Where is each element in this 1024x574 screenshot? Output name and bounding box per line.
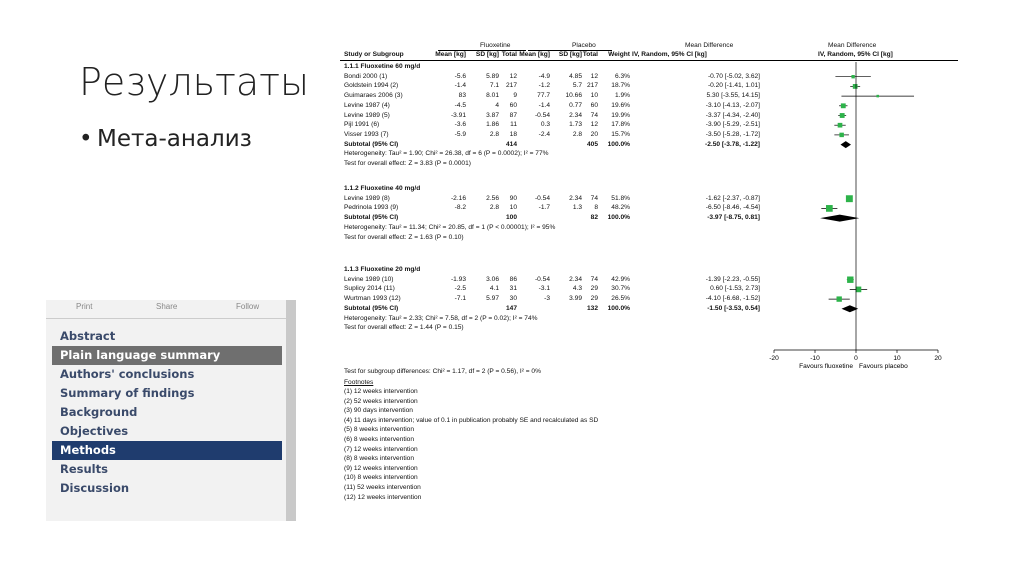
footnote: (5) 8 weeks intervention — [344, 426, 415, 434]
overall-effect-text: Test for overall effect: Z = 1.44 (P = 0.15) — [344, 324, 464, 332]
footnotes-title: Footnotes — [344, 379, 374, 386]
plac-sd: 1.73 — [569, 121, 582, 129]
plac-mean: -0.54 — [534, 194, 550, 202]
col-fluox-total: Total — [501, 51, 517, 58]
subtotal-diamond — [841, 141, 851, 148]
study-name: Wurtman 1993 (12) — [344, 295, 401, 303]
plac-sd: 2.34 — [569, 275, 582, 283]
footnote: (9) 12 weeks intervention — [344, 464, 418, 472]
study-marker — [826, 205, 833, 212]
fluox-mean: -8.2 — [454, 204, 466, 212]
subtotal-fluox-total: 147 — [505, 304, 517, 312]
plac-sd: 2.34 — [569, 194, 582, 202]
subtotal-ci-text: -2.50 [-3.78, -1.22] — [705, 140, 760, 148]
footnote: (4) 11 days intervention; value of 0.1 in publication probably SE and recalculated as SD — [344, 416, 599, 424]
plac-mean: -1.2 — [538, 82, 550, 90]
overall-effect-text: Test for overall effect: Z = 3.83 (P = 0.0001) — [344, 160, 471, 167]
fluox-total: 30 — [509, 295, 517, 303]
fluox-sd: 4.1 — [489, 285, 499, 293]
slide-title: Результаты — [79, 60, 310, 104]
fluox-sd: 2.56 — [486, 194, 499, 202]
fluox-sd: 2.8 — [489, 130, 499, 138]
subtotal-fluox-total: 100 — [505, 214, 517, 222]
footnote: (3) 90 days intervention — [344, 407, 413, 415]
fluox-total: 11 — [510, 121, 517, 129]
subtotal-label: Subtotal (95% CI) — [344, 140, 399, 148]
plac-total: 12 — [590, 121, 598, 129]
study-name: Levine 1989 (5) — [344, 111, 390, 119]
col-fluox-mean: Mean [kg] — [435, 51, 466, 58]
weight: 48.2% — [611, 204, 630, 212]
x-tick-label: -20 — [769, 355, 779, 362]
ci-text: -3.90 [-5.29, -2.51] — [705, 121, 760, 129]
subtotal-diamond — [820, 215, 859, 222]
favours-placebo-label: Favours placebo — [859, 363, 908, 370]
header-placebo: Placebo — [572, 42, 596, 49]
plac-total: 217 — [586, 82, 598, 90]
fluox-mean: 83 — [458, 92, 466, 100]
col-fluox-sd: SD [kg] — [475, 51, 499, 58]
slide-bullet — [79, 126, 252, 152]
fluox-total: 217 — [505, 82, 517, 90]
fluox-mean: -1.93 — [450, 275, 466, 283]
footnote: (2) 52 weeks intervention — [344, 397, 418, 405]
x-tick-label: 0 — [854, 355, 858, 362]
subgroup-title: 1.1.3 Fluoxetine 20 mg/d — [344, 266, 421, 273]
nav-item-summary-of-findings[interactable]: Summary of findings — [60, 386, 195, 400]
ci-text: -6.50 [-8.46, -4.54] — [705, 204, 760, 212]
footnote: (10) 8 weeks intervention — [344, 474, 418, 482]
plac-total: 12 — [590, 72, 598, 80]
fluox-sd: 5.97 — [486, 295, 499, 303]
plac-total: 29 — [590, 295, 598, 303]
subtotal-ci-text: -1.50 [-3.53, 0.54] — [707, 304, 760, 312]
weight: 1.9% — [614, 92, 630, 100]
weight: 6.3% — [614, 72, 630, 80]
plac-total: 8 — [594, 204, 598, 212]
plac-sd: 1.3 — [572, 204, 582, 212]
study-marker — [847, 276, 853, 282]
ci-text: -3.50 [-5.28, -1.72] — [705, 130, 760, 138]
article-navigation-panel — [46, 300, 296, 521]
subtotal-label: Subtotal (95% CI) — [344, 304, 399, 312]
fluox-mean: -3.6 — [454, 121, 466, 129]
plac-mean: -3.1 — [538, 285, 550, 293]
weight: 19.6% — [611, 101, 630, 109]
follow-button[interactable]: Follow — [236, 302, 260, 311]
plac-total: 74 — [590, 111, 598, 119]
ci-text: -1.62 [-2.37, -0.87] — [705, 194, 760, 202]
subtotal-ci-text: -3.97 [-8.75, 0.81] — [707, 214, 760, 222]
fluox-sd: 3.87 — [486, 111, 499, 119]
favours-fluoxetine-label: Favours fluoxetine — [799, 363, 853, 370]
fluox-total: 60 — [509, 101, 517, 109]
nav-item-plain-language-summary[interactable]: Plain language summary — [52, 346, 282, 365]
footnote: (8) 8 weeks intervention — [344, 455, 415, 463]
fluox-total: 90 — [509, 194, 517, 202]
plac-total: 74 — [590, 194, 598, 202]
header-mean-difference-1: Mean Difference — [685, 42, 734, 49]
nav-item-background[interactable]: Background — [60, 405, 138, 419]
overall-effect-text: Test for overall effect: Z = 1.63 (P = 0.10) — [344, 233, 464, 241]
fluox-sd: 2.8 — [489, 204, 499, 212]
nav-item-results[interactable]: Results — [60, 462, 108, 476]
col-ci-plot: IV, Random, 95% CI [kg] — [818, 51, 893, 58]
fluox-sd: 4 — [495, 101, 499, 109]
plac-total: 20 — [590, 130, 598, 138]
col-plac-sd: SD [kg] — [558, 51, 582, 58]
ci-text: -3.10 [-4.13, -2.07] — [705, 101, 760, 109]
fluox-mean: -5.6 — [454, 72, 466, 80]
col-plac-mean: Mean [kg] — [519, 51, 550, 58]
subtotal-plac-total: 132 — [586, 304, 598, 312]
plac-total: 74 — [590, 275, 598, 283]
plac-mean: -0.54 — [534, 111, 550, 119]
x-tick-label: 20 — [934, 355, 942, 362]
forest-plot-table — [340, 38, 960, 518]
fluox-total: 10 — [509, 204, 517, 212]
nav-item-objectives[interactable]: Objectives — [60, 424, 129, 438]
study-name: Levine 1987 (4) — [344, 101, 390, 109]
plac-sd: 3.99 — [569, 295, 582, 303]
plac-total: 60 — [590, 101, 598, 109]
weight: 17.8% — [611, 121, 630, 129]
fluox-mean: -3.91 — [450, 111, 466, 119]
study-name: Levine 1989 (8) — [344, 194, 390, 202]
footnote: (12) 12 weeks intervention — [344, 493, 422, 501]
fluox-mean: -4.5 — [454, 101, 466, 109]
fluox-mean: -2.5 — [454, 285, 466, 293]
bullet-text: Мета-анализ — [97, 126, 252, 152]
fluox-total: 12 — [509, 72, 517, 80]
fluox-mean: -1.4 — [454, 82, 466, 90]
nav-top-toolbar — [46, 300, 286, 319]
study-marker — [846, 195, 853, 202]
plac-sd: 4.85 — [569, 72, 582, 80]
col-study: Study or Subgroup — [344, 51, 404, 58]
weight: 18.7% — [611, 82, 630, 90]
footnote: (1) 12 weeks intervention — [344, 388, 418, 395]
fluox-total: 86 — [509, 275, 517, 283]
subtotal-weight: 100.0% — [607, 140, 630, 148]
plac-sd: 2.8 — [572, 130, 582, 138]
fluox-sd: 8.01 — [486, 92, 499, 100]
study-marker — [840, 113, 845, 118]
plac-total: 29 — [590, 285, 598, 293]
study-name: Bondi 2000 (1) — [344, 72, 388, 80]
study-marker — [841, 103, 846, 108]
bullet-dot: • — [79, 126, 93, 152]
study-name: Visser 1993 (7) — [344, 130, 389, 138]
weight: 26.5% — [611, 295, 630, 303]
nav-scrollbar[interactable] — [286, 300, 296, 521]
header-mean-difference-2: Mean Difference — [828, 42, 877, 49]
study-name: Pijl 1991 (6) — [344, 121, 380, 129]
ci-text: 5.30 [-3.55, 14.15] — [706, 92, 760, 100]
plac-mean: -4.9 — [538, 72, 550, 80]
subgroup-title: 1.1.2 Fluoxetine 40 mg/d — [344, 185, 421, 192]
ci-text: -4.10 [-6.68, -1.52] — [705, 295, 760, 303]
fluox-sd: 5.89 — [486, 72, 499, 80]
fluox-sd: 3.06 — [486, 275, 499, 283]
weight: 19.9% — [611, 111, 630, 119]
plac-sd: 5.7 — [572, 82, 582, 90]
footnote: (11) 52 weeks intervention — [344, 484, 421, 491]
fluox-mean: -7.1 — [454, 295, 466, 303]
heterogeneity-text: Heterogeneity: Tau² = 2.33; Chi² = 7.58, df = 2 (P = 0.02); I² = 74% — [344, 314, 538, 322]
fluox-mean: -5.9 — [454, 130, 466, 138]
plac-sd: 0.77 — [569, 101, 582, 109]
study-marker — [876, 95, 879, 98]
fluox-total: 87 — [509, 111, 517, 119]
nav-item-methods[interactable]: Methods — [52, 441, 282, 460]
fluox-total: 18 — [509, 130, 517, 138]
study-name: Goldstein 1994 (2) — [344, 82, 399, 90]
col-weight: Weight — [608, 51, 630, 58]
study-name: Guimaraes 2006 (3) — [344, 92, 403, 100]
subtotal-label: Subtotal (95% CI) — [344, 214, 399, 222]
ci-text: -1.39 [-2.23, -0.55] — [705, 275, 760, 283]
print-button[interactable]: Print — [76, 302, 93, 311]
plac-mean: -1.4 — [538, 101, 550, 109]
plac-sd: 10.66 — [565, 92, 582, 100]
header-fluoxetine: Fluoxetine — [480, 42, 511, 49]
subtotal-fluox-total: 414 — [505, 140, 517, 148]
weight: 30.7% — [611, 285, 630, 293]
plac-total: 10 — [590, 92, 598, 100]
subtotal-plac-total: 405 — [586, 140, 598, 148]
footnote: (6) 8 weeks intervention — [344, 436, 415, 443]
plac-sd: 4.3 — [572, 285, 582, 293]
weight: 15.7% — [611, 130, 630, 138]
heterogeneity-text: Heterogeneity: Tau² = 1.90; Chi² = 26.38, df = 6 (P = 0.0002); I² = 77% — [344, 150, 549, 158]
fluox-total: 9 — [513, 92, 517, 100]
nav-item-discussion[interactable]: Discussion — [60, 481, 130, 495]
plac-mean: -0.54 — [534, 275, 550, 283]
subtotal-plac-total: 82 — [590, 214, 598, 222]
plac-mean: -2.4 — [538, 130, 550, 138]
subgroup-test-text: Test for subgroup differences: Chi² = 1.17, df = 2 (P = 0.56), I² = 0% — [344, 368, 541, 375]
ci-text: -0.20 [-1.41, 1.01] — [707, 82, 760, 90]
col-plac-total: Total — [582, 51, 598, 58]
subgroup-title: 1.1.1 Fluoxetine 60 mg/d — [344, 63, 421, 70]
nav-item-abstract[interactable]: Abstract — [60, 329, 116, 343]
ci-text: -3.37 [-4.34, -2.40] — [705, 111, 760, 119]
nav-item-authors-conclusions[interactable]: Authors' conclusions — [60, 367, 195, 381]
study-name: Levine 1989 (10) — [344, 275, 394, 283]
study-marker — [853, 84, 858, 89]
plac-mean: -3 — [544, 295, 550, 303]
plac-mean: 77.7 — [537, 92, 550, 100]
ci-text: -0.70 [-5.02, 3.62] — [707, 72, 760, 80]
subtotal-weight: 100.0% — [607, 214, 630, 222]
share-button[interactable]: Share — [156, 302, 178, 311]
study-marker — [838, 123, 843, 128]
weight: 51.8% — [611, 194, 630, 202]
fluox-mean: -2.16 — [450, 194, 466, 202]
footnote: (7) 12 weeks intervention — [344, 445, 418, 453]
fluox-total: 31 — [509, 285, 517, 293]
study-marker — [837, 296, 842, 301]
x-tick-label: 10 — [893, 355, 901, 362]
study-name: Pedrinola 1993 (9) — [344, 204, 399, 212]
weight: 42.9% — [611, 275, 630, 283]
fluox-sd: 1.86 — [486, 121, 499, 129]
subtotal-weight: 100.0% — [607, 304, 630, 312]
plac-mean: 0.3 — [540, 121, 550, 129]
study-name: Suplicy 2014 (11) — [344, 285, 395, 293]
study-marker — [851, 75, 854, 78]
heterogeneity-text: Heterogeneity: Tau² = 11.34; Chi² = 20.85, df = 1 (P < 0.00001); I² = 95% — [344, 223, 556, 231]
col-ci: IV, Random, 95% CI [kg] — [632, 51, 707, 58]
plac-mean: -1.7 — [538, 204, 550, 212]
study-marker — [839, 133, 843, 137]
study-marker — [856, 287, 862, 293]
fluox-sd: 7.1 — [489, 82, 499, 90]
x-tick-label: -10 — [810, 355, 820, 362]
ci-text: 0.60 [-1.53, 2.73] — [710, 285, 760, 293]
plac-sd: 2.34 — [569, 111, 582, 119]
